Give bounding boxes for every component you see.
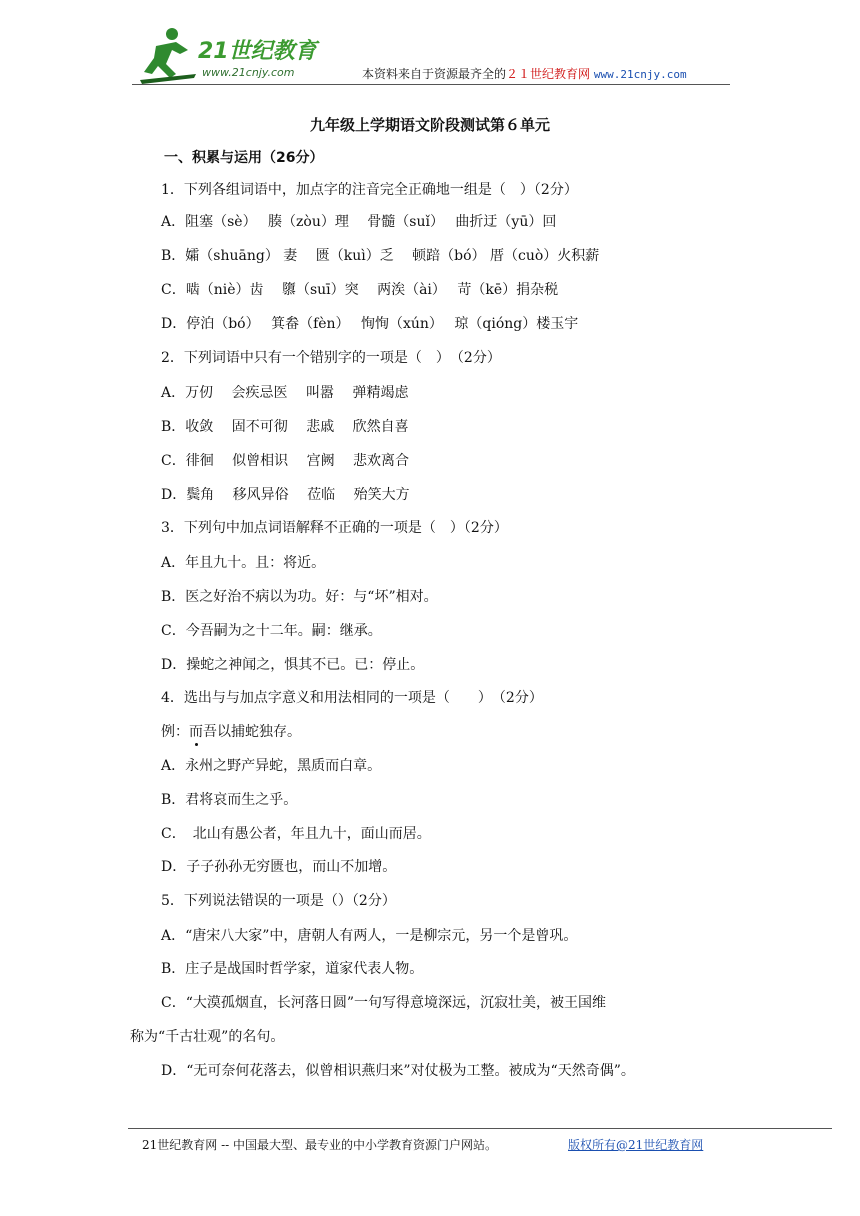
header-rule — [132, 84, 730, 85]
question-2-option-b: B．收敛 固不可彻 悲戚 欣然自喜 — [161, 419, 409, 435]
question-5-option-c-line2: 称为“千古壮观”的名句。 — [130, 1029, 285, 1045]
question-4-example — [161, 722, 301, 742]
footer-rule — [128, 1128, 832, 1129]
question-2-option-a: A．万仞 会疾忌医 叫嚣 弹精竭虑 — [161, 385, 409, 401]
question-5-option-d: D．“无可奈何花落去，似曾相识燕归来”对仗极为工整。被成为“天然奇偶”。 — [161, 1063, 635, 1079]
question-4-option-c: C． 北山有愚公者，年且九十，面山而居。 — [161, 826, 431, 842]
example-rest: 吾以捕蛇独存。 — [203, 724, 301, 740]
question-5-option-a: A．“唐宋八大家”中，唐朝人有两人，一是柳宗元，另一个是曾巩。 — [161, 928, 578, 944]
question-2-option-c: C．徘徊 似曾相识 宫阙 悲欢离合 — [161, 453, 410, 469]
page-title: 九年级上学期语文阶段测试第６单元 — [309, 116, 550, 134]
question-3-option-d: D．操蛇之神闻之，惧其不已。已：停止。 — [161, 657, 425, 673]
example-dotted-char: 而 — [189, 724, 203, 740]
question-5-option-b: B．庄子是战国时哲学家，道家代表人物。 — [161, 961, 424, 977]
question-3-option-c: C．今吾嗣为之十二年。嗣：继承。 — [161, 623, 382, 639]
question-5-option-c-line1: C．“大漠孤烟直，长河落日圆”一句写得意境深远，沉寂壮美，被王国维 — [161, 995, 607, 1011]
question-1-stem: 1．下列各组词语中，加点字的注音完全正确地一组是（ ）（2分） — [161, 182, 578, 198]
header-note-prefix: 本资料来自于资源最齐全的 — [362, 67, 507, 81]
logo-text: 21世纪教育 — [198, 39, 317, 64]
question-3-option-a: A．年且九十。且：将近。 — [161, 555, 326, 571]
runner-icon — [140, 28, 196, 84]
question-1-option-c: C．啮（niè）齿 隳（suī）突 两涘（ài） 苛（kē）捐杂税 — [161, 282, 559, 298]
footer-left-text: 21世纪教育网 -- 中国最大型、最专业的中小学教育资源门户网站。 — [142, 1138, 498, 1152]
footer-copyright-link[interactable]: 版权所有@21世纪教育网 — [568, 1138, 704, 1152]
site-logo — [136, 24, 346, 84]
question-4-option-d: D．子子孙孙无穷匮也，而山不加增。 — [161, 859, 397, 875]
header-note — [362, 66, 687, 83]
question-1-option-b: B．孀（shuāng） 妻 匮（kuì）乏 顿踣（bó） 厝（cuò）火积薪 — [161, 248, 600, 264]
question-4-option-a: A．永州之野产异蛇，黑质而白章。 — [161, 758, 382, 774]
question-3-stem: 3．下列句中加点词语解释不正确的一项是（ ）（2分） — [161, 520, 508, 536]
logo-url: www.21cnjy.com — [202, 66, 295, 79]
question-5-stem: 5．下列说法错误的一项是（）（2分） — [161, 893, 396, 909]
header-note-url[interactable]: www.21cnjy.com — [593, 68, 687, 81]
question-4-option-b: B．君将哀而生之乎。 — [161, 792, 298, 808]
section-heading: 一、积累与运用（26分） — [164, 150, 324, 166]
question-3-option-b: B．医之好治不病以为功。好：与“坏”相对。 — [161, 589, 438, 605]
example-prefix: 例： — [161, 724, 189, 740]
question-2-option-d: D．鬓角 移风异俗 莅临 殆笑大方 — [161, 487, 410, 503]
question-1-option-d: D．停泊（bó） 箕畚（fèn） 恂恂（xún） 琼（qióng）楼玉宇 — [161, 316, 579, 332]
question-2-stem: 2．下列词语中只有一个错别字的一项是（ ） （2分） — [161, 350, 501, 366]
header-note-site[interactable]: ２１世纪教育网 — [506, 67, 591, 81]
question-1-option-a: A．阻塞（sè） 腠（zòu）理 骨髓（suǐ） 曲折迂（yū）回 — [161, 214, 557, 230]
question-4-stem: 4．选出与与加点字意义和用法相同的一项是（ ） （2分） — [161, 690, 543, 706]
